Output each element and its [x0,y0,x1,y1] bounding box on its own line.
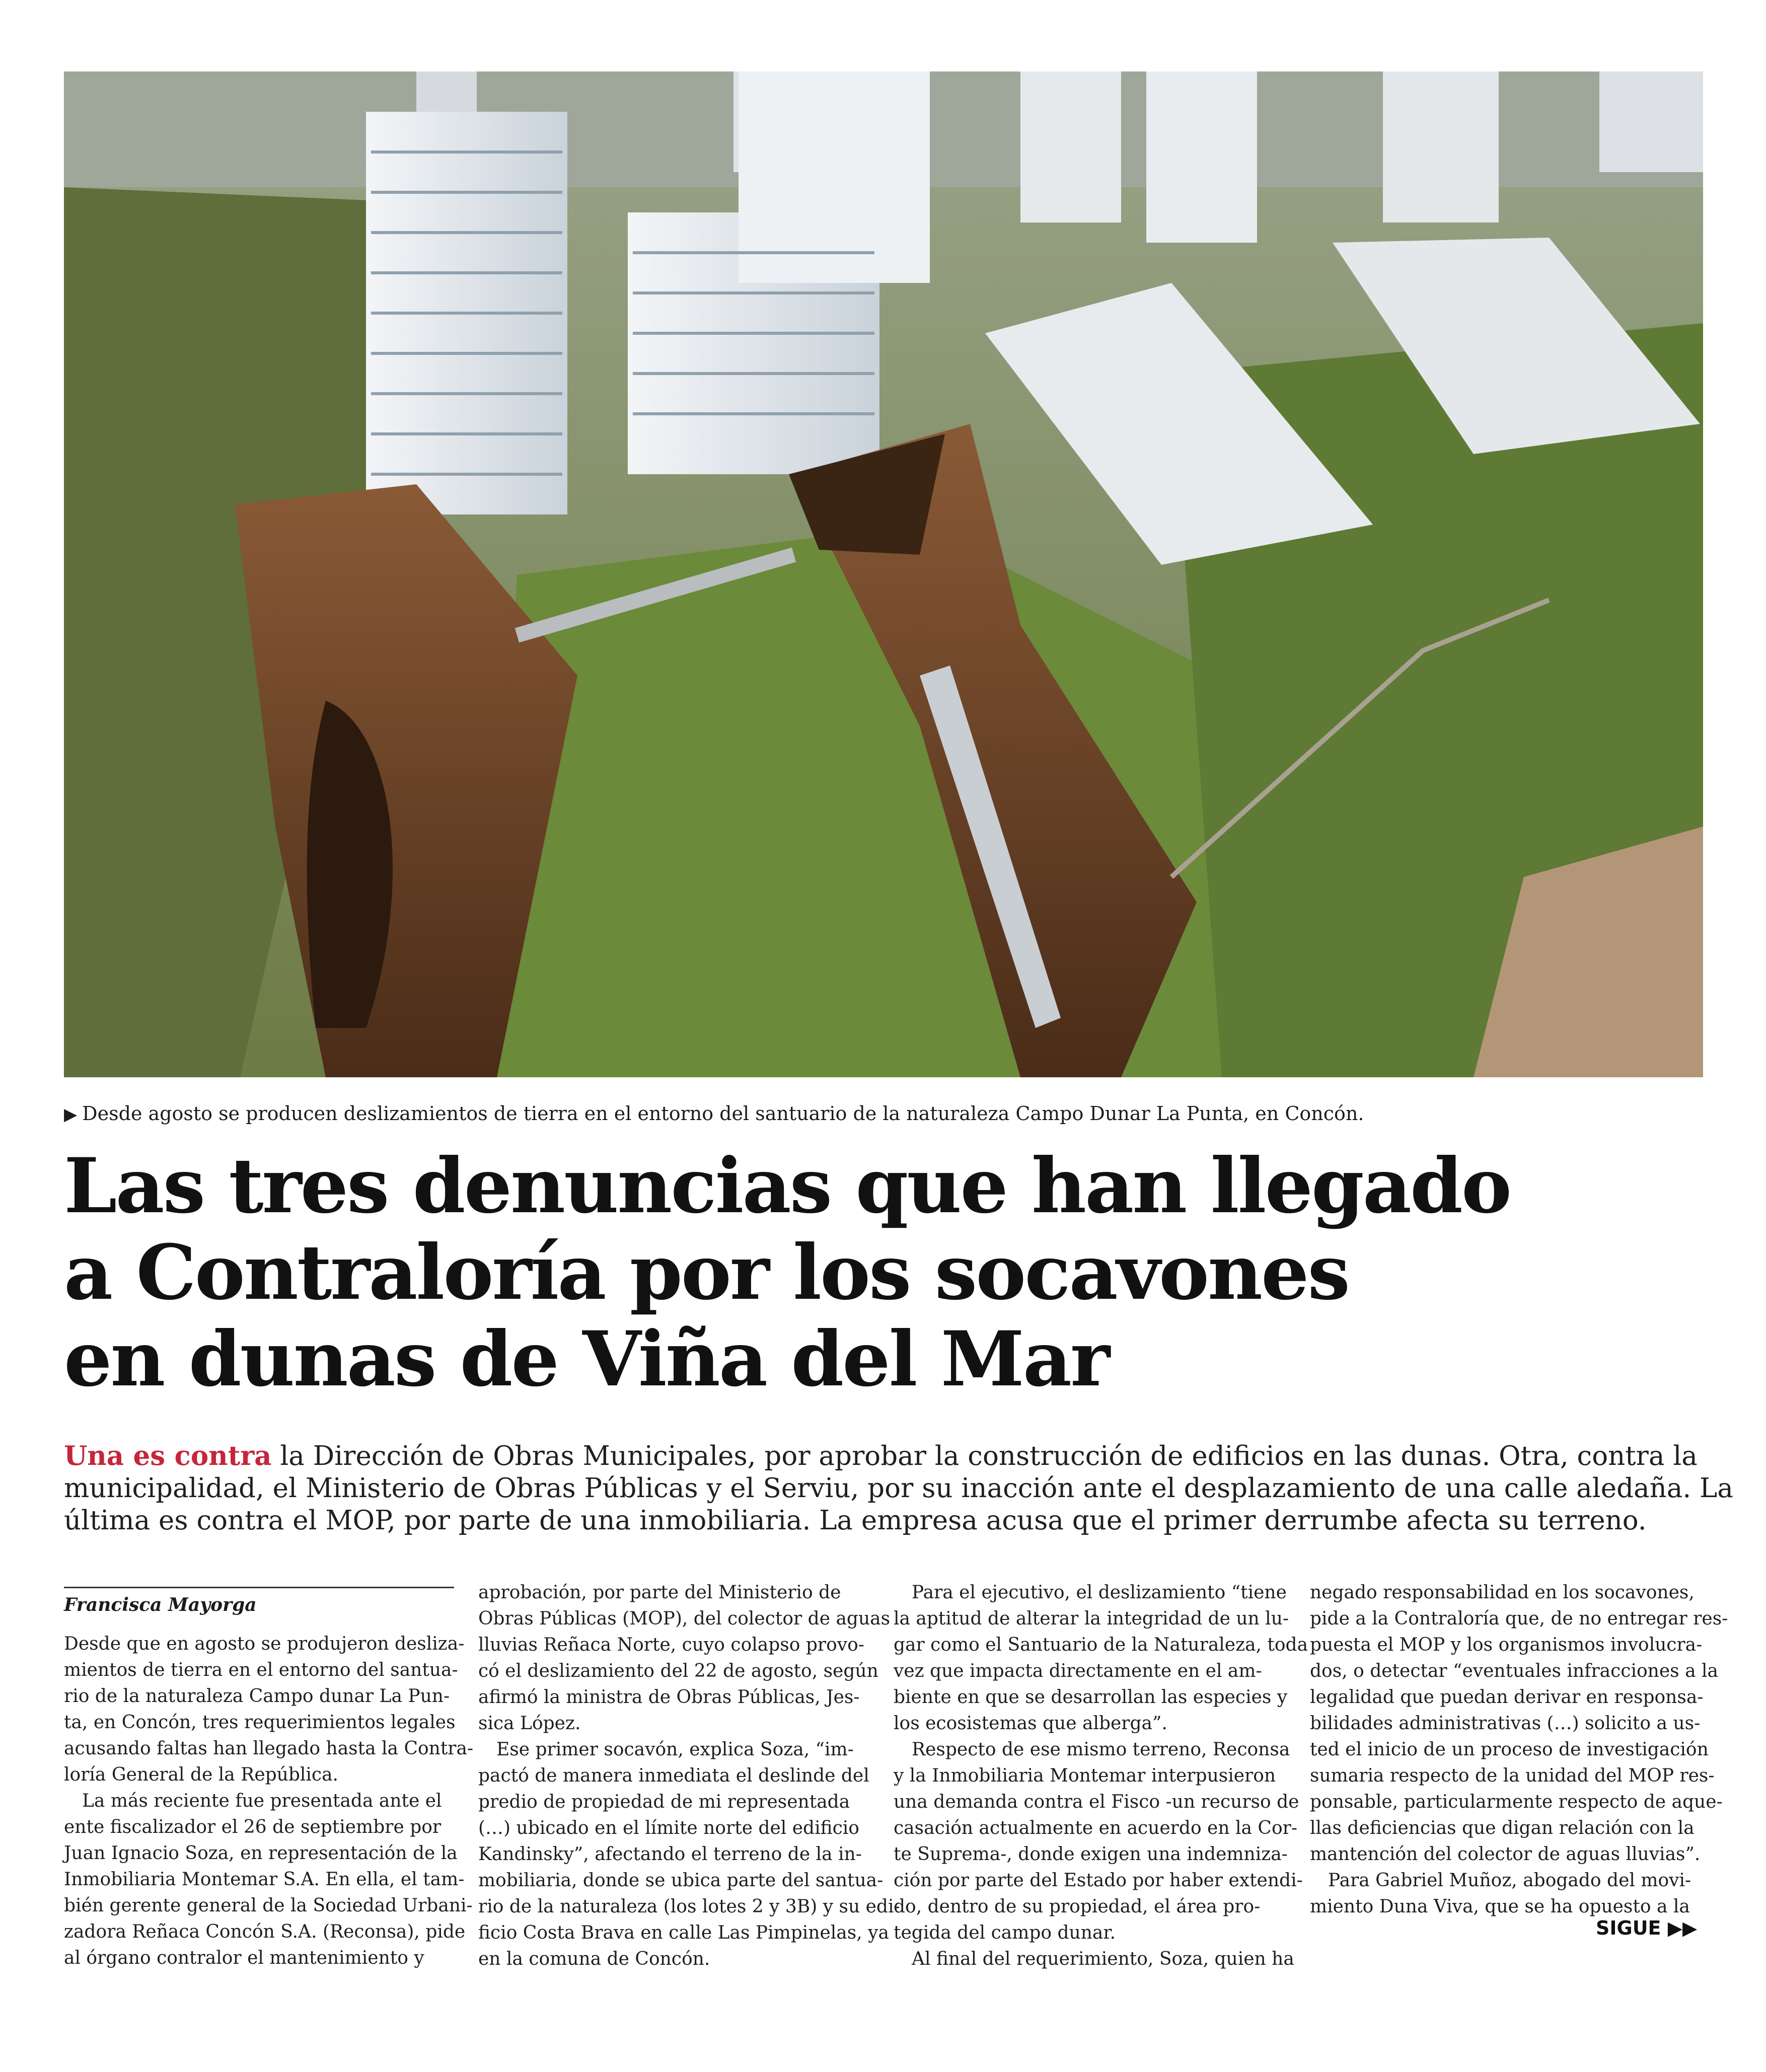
article-column-4 [1310,1580,1728,1920]
body-text-line: afirmó la ministra de Obras Públicas, Jes- [478,1687,860,1708]
photo-caption [64,1098,1703,1129]
byline-divider [64,1587,454,1588]
body-text-line: la aptitud de alterar la integridad de un lu- [894,1608,1289,1629]
body-text-line: casación actualmente en acuerdo en la Cor- [894,1818,1298,1838]
body-text-line: Respecto de ese mismo terreno, Reconsa [912,1739,1290,1760]
body-text-line: mientos de tierra en el entorno del santua- [64,1660,458,1680]
body-text-line: predio de propiedad de mi representada [478,1792,850,1812]
body-text-line: puesta el MOP y los organismos involucra- [1310,1635,1703,1655]
body-text-line: Ese primer socavón, explica Soza, “im- [496,1739,854,1760]
body-text-line: biente en que se desarrollan las especies y [894,1687,1288,1708]
byline: Francisca Mayorga [64,1594,257,1615]
body-text-line: loría General de la República. [64,1764,338,1785]
body-text-line: mobiliaria, donde se ubica parte del santua- [478,1870,884,1891]
body-text-line: llas deficiencias que digan relación con la [1310,1818,1695,1838]
body-text-line: La más reciente fue presentada ante el [82,1791,442,1811]
body-text-line: una demanda contra el Fisco -un recurso de [894,1792,1299,1812]
body-text-line: sica López. [478,1713,581,1734]
body-text-line: ficio Costa Brava en calle Las Pimpinelas, ya [478,1922,889,1943]
body-text-line: do, dentro de su propiedad, el área pro- [894,1896,1261,1917]
lead-line: Una es contra la Dirección de Obras Municipales, por aprobar la construcción de edificios en las dunas. Otra, contra la [64,1440,1698,1471]
body-text-line: los ecosistemas que alberga”. [894,1713,1167,1734]
body-text-line: ted el inicio de un proceso de investigación [1310,1739,1709,1760]
news-photo-landslide [64,71,1703,1077]
body-text-line: Inmobiliaria Montemar S.A. En ella, el tam- [64,1869,465,1890]
body-text-line: mantención del colector de aguas lluvias”. [1310,1844,1701,1865]
body-text-line: dos, o detectar “eventuales infracciones a la [1310,1661,1718,1681]
article-headline [64,1143,1703,1402]
lead-kicker: Una es contra [64,1440,272,1471]
body-text-line: pide a la Contraloría que, de no entregar res- [1310,1608,1728,1629]
body-text-line: zadora Reñaca Concón S.A. (Reconsa), pide [64,1921,466,1942]
lead-line: última es contra el MOP, por parte de una inmobiliaria. La empresa acusa que el primer derrumbe afecta su terreno. [64,1505,1647,1536]
headline-line: en dunas de Viña del Mar [64,1315,1109,1403]
body-text-line: có el deslizamiento del 22 de agosto, según [478,1661,878,1681]
body-text-line: en la comuna de Concón. [478,1949,710,1969]
body-text-line: Juan Ignacio Soza, en representación de la [64,1843,458,1864]
body-text-line: miento Duna Viva, que se ha opuesto a la [1310,1896,1690,1917]
body-text-line: vez que impacta directamente en el am- [894,1661,1262,1681]
body-text-line: Para el ejecutivo, el deslizamiento “tiene [912,1582,1287,1603]
body-text-line: ponsable, particularmente respecto de aque- [1310,1792,1723,1812]
body-text-line: Para Gabriel Muñoz, abogado del movi- [1328,1870,1691,1891]
caption-marker-icon: ▶ [64,1104,78,1125]
continue-marker: SIGUE ▶▶ [1596,1917,1698,1939]
headline-line: a Contraloría por los socavones [64,1228,1349,1317]
body-text-line: Al final del requerimiento, Soza, quien ha [912,1949,1294,1969]
body-text-line: rio de la naturaleza Campo dunar La Pun- [64,1686,450,1707]
body-text-line: Desde que en agosto se produjeron desliza- [64,1634,465,1654]
body-text-line: Kandinsky”, afectando el terreno de la in- [478,1844,862,1865]
body-text-line: rio de la naturaleza (los lotes 2 y 3B) y su edi- [478,1896,900,1917]
body-text-line: Obras Públicas (MOP), del colector de aguas [478,1608,891,1629]
body-text-line: y la Inmobiliaria Montemar interpusieron [894,1765,1276,1786]
article-column-1 [64,1631,474,1971]
caption-text: Desde agosto se producen deslizamientos de tierra en el entorno del santuario de la naturaleza Campo Dunar La Punta, en Concón. [82,1102,1364,1125]
body-text-line: sumaria respecto de la unidad del MOP res- [1310,1765,1715,1786]
article-column-3 [894,1580,1308,1972]
body-text-line: ción por parte del Estado por haber extendi- [894,1870,1303,1891]
body-text-line: aprobación, por parte del Ministerio de [478,1582,841,1603]
body-text-line: (…) ubicado en el límite norte del edificio [478,1818,859,1838]
body-text-line: pactó de manera inmediata el deslinde del [478,1765,869,1786]
body-text-line: al órgano contralor el mantenimiento y [64,1948,424,1968]
body-text-line: negado responsabilidad en los socavones, [1310,1582,1695,1603]
body-text-line: lluvias Reñaca Norte, cuyo colapso provo- [478,1635,864,1655]
body-text-line: acusando faltas han llegado hasta la Contra- [64,1738,474,1759]
body-text-line: tegida del campo dunar. [894,1922,1116,1943]
body-text-line: legalidad que puedan derivar en responsa- [1310,1687,1704,1708]
article-column-2 [478,1580,900,1972]
body-text-line: bién gerente general de la Sociedad Urbani- [64,1895,473,1916]
lead-line: municipalidad, el Ministerio de Obras Públicas y el Serviu, por su inacción ante el desplazamiento de una calle aledaña. La [64,1473,1733,1504]
body-text-line: ta, en Concón, tres requerimientos legales [64,1712,456,1733]
body-text-line: gar como el Santuario de la Naturaleza, toda [894,1635,1308,1655]
aerial-photo-illustration [64,71,1703,1077]
body-text-line: bilidades administrativas (…) solicito a us- [1310,1713,1701,1734]
headline-line: Las tres denuncias que han llegado [64,1142,1510,1230]
article-lead [64,1440,1733,1537]
body-text-line: ente fiscalizador el 26 de septiembre por [64,1817,442,1837]
body-text-line: te Suprema-, donde exigen una indemniza- [894,1844,1288,1865]
